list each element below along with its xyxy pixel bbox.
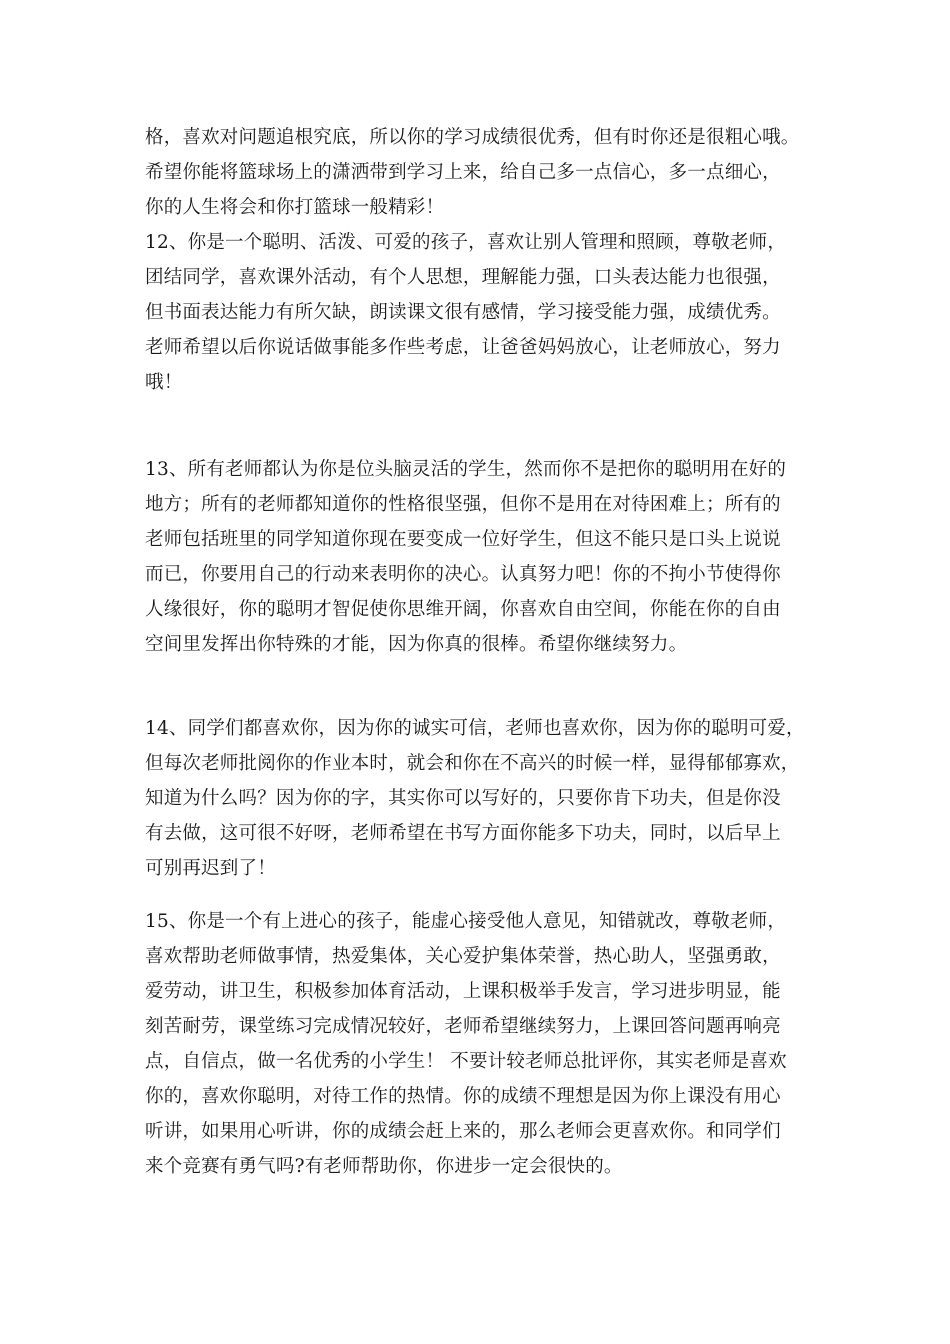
text-line: 刻苦耐劳，课堂练习完成情况较好，老师希望继续努力，上课回答问题再响亮	[145, 1016, 781, 1037]
text-line: 点，自信点，做一名优秀的小学生！ 不要计较老师总批评你，其实老师是喜欢	[145, 1051, 787, 1072]
text-line: 老师希望以后你说话做事能多作些考虑，让爸爸妈妈放心，让老师放心，努力	[145, 337, 781, 358]
text-line: 12、你是一个聪明、活泼、可爱的孩子，喜欢让别人管理和照顾，尊敬老师，	[145, 232, 787, 253]
paragraph-13	[145, 452, 815, 662]
text-line: 你的人生将会和你打篮球一般精彩！	[145, 197, 445, 218]
paragraph-14	[145, 711, 815, 886]
text-line: 15、你是一个有上进心的孩子，能虚心接受他人意见，知错就改，尊敬老师，	[145, 911, 787, 932]
text-line: 来个竞赛有勇气吗?有老师帮助你，你进步一定会很快的。	[145, 1156, 623, 1177]
text-line: 人缘很好，你的聪明才智促使你思维开阔，你喜欢自由空间，你能在你的自由	[145, 599, 781, 620]
text-line: 爱劳动，讲卫生，积极参加体育活动，上课积极举手发言，学习进步明显，能	[145, 981, 781, 1002]
text-line: 你的，喜欢你聪明，对待工作的热情。你的成绩不理想是因为你上课没有用心	[145, 1086, 781, 1107]
text-line: 而已，你要用自己的行动来表明你的决心。认真努力吧！你的不拘小节使得你	[145, 564, 781, 585]
text-line: 老师包括班里的同学知道你现在要变成一位好学生，但这不能只是口头上说说	[145, 529, 781, 550]
text-line: 13、所有老师都认为你是位头脑灵活的学生，然而你不是把你的聪明用在好的	[145, 459, 787, 480]
text-line: 有去做，这可很不好呀，老师希望在书写方面你能多下功夫，同时，以后早上	[145, 823, 781, 844]
text-line: 喜欢帮助老师做事情，热爱集体，关心爱护集体荣誉，热心助人，坚强勇敢，	[145, 946, 781, 967]
paragraph-11-continued	[145, 120, 815, 225]
text-line: 14、同学们都喜欢你，因为你的诚实可信，老师也喜欢你，因为你的聪明可爱，	[145, 718, 805, 739]
paragraph-12	[145, 225, 815, 400]
paragraph-15	[145, 904, 815, 1184]
text-line: 团结同学，喜欢课外活动，有个人思想，理解能力强，口头表达能力也很强，	[145, 267, 781, 288]
text-line: 听讲，如果用心听讲，你的成绩会赶上来的，那么老师会更喜欢你。和同学们	[145, 1121, 781, 1142]
text-line: 可别再迟到了！	[145, 858, 276, 879]
text-line: 希望你能将篮球场上的潇洒带到学习上来，给自己多一点信心，多一点细心，	[145, 162, 781, 183]
text-line: 空间里发挥出你特殊的才能，因为你真的很棒。希望你继续努力。	[145, 634, 688, 655]
text-line: 哦！	[145, 372, 183, 393]
text-line: 知道为什么吗？因为你的字，其实你可以写好的，只要你肯下功夫，但是你没	[145, 788, 781, 809]
text-line: 但每次老师批阅你的作业本时，就会和你在不高兴的时候一样，显得郁郁寡欢，	[145, 753, 800, 774]
text-line: 格，喜欢对问题追根究底，所以你的学习成绩很优秀，但有时你还是很粗心哦。	[145, 127, 800, 148]
text-line: 地方；所有的老师都知道你的性格很坚强，但你不是用在对待困难上；所有的	[145, 494, 781, 515]
text-line: 但书面表达能力有所欠缺，朗读课文很有感情，学习接受能力强，成绩优秀。	[145, 302, 781, 323]
